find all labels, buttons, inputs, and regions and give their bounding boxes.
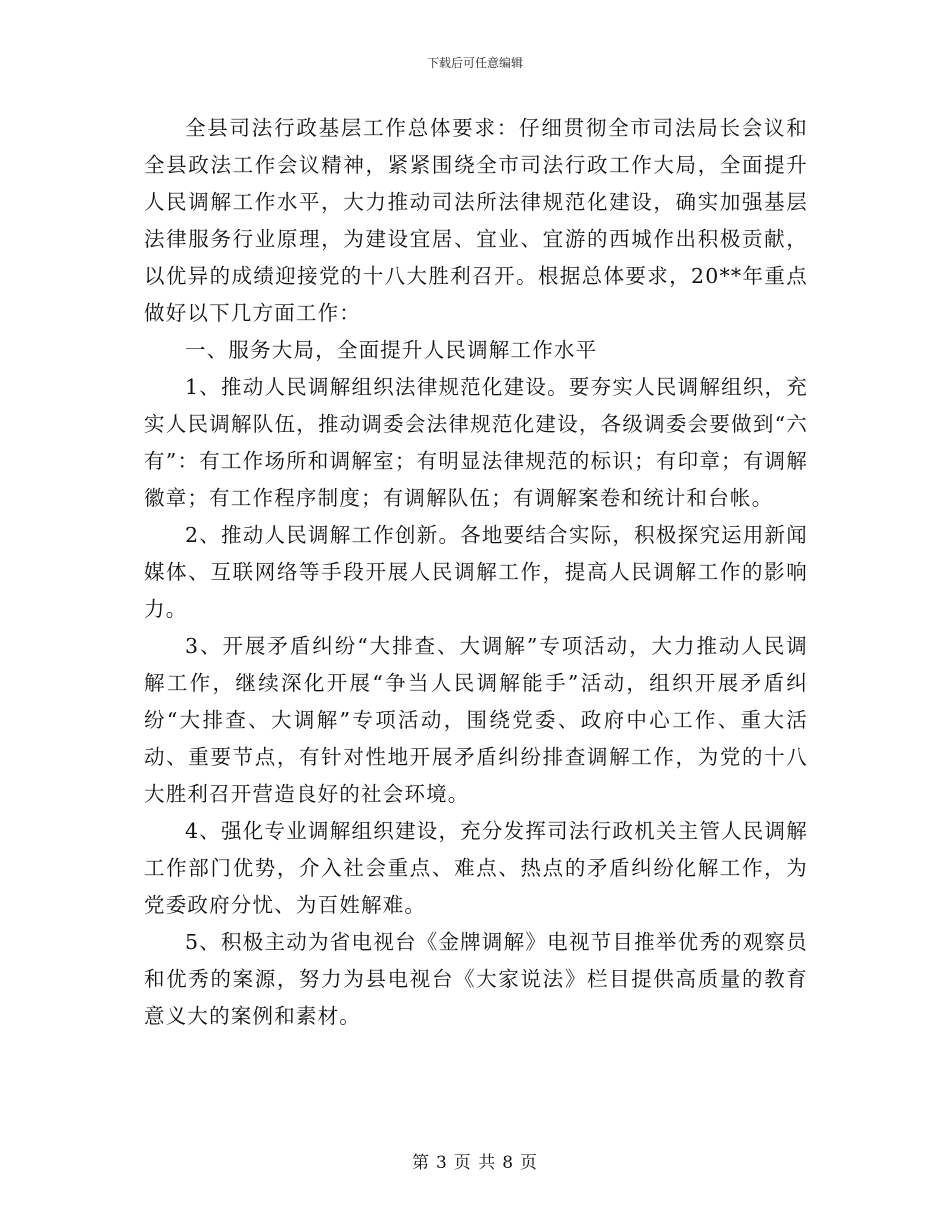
- footer-prefix: 第: [411, 1153, 430, 1173]
- paragraph-item-2: 2、推动人民调解工作创新。各地要结合实际，积极探究运用新闻媒体、互联网络等手段开展人民调解工作，提高人民调解工作的影响力。: [144, 523, 808, 621]
- footer-page-number: 3: [435, 1153, 448, 1173]
- paragraph-item-5: 5、积极主动为省电视台《金牌调解》电视节目推举优秀的观察员和优秀的案源，努力为县电视台《大家说法》栏目提供高质量的教育意义大的案例和素材。: [144, 930, 808, 1028]
- paragraph-item-3: 3、开展矛盾纠纷“大排查、大调解”专项活动，大力推动人民调解工作，继续深化开展“争当人民调解能手”活动，组织开展矛盾纠纷“大排查、大调解”专项活动，围绕党委、政府中心工作、重大活动、重要节点，有针对性地开展矛盾纠纷排查调解工作，为党的十八大胜利召开营造良好的社会环境。: [144, 634, 808, 806]
- page-footer: [0, 1148, 950, 1173]
- footer-middle: 页 共: [453, 1153, 497, 1173]
- page-header: 下载后可任意编辑: [426, 56, 523, 70]
- paragraph-item-1: 1、推动人民调解组织法律规范化建设。要夯实人民调解组织，充实人民调解队伍，推动调委会法律规范化建设，各级调委会要做到“六有”：有工作场所和调解室；有明显法律规范的标识；有印章；有调解徽章；有工作程序制度；有调解队伍；有调解案卷和统计和台帐。: [144, 375, 808, 510]
- footer-suffix: 页: [520, 1153, 539, 1173]
- section-heading-1: 一、服务大局，全面提升人民调解工作水平: [185, 338, 598, 362]
- paragraph-intro: 全县司法行政基层工作总体要求：仔细贯彻全市司法局长会议和全县政法工作会议精神，紧紧围绕全市司法行政工作大局，全面提升人民调解工作水平，大力推动司法所法律规范化建设，确实加强基层法律服务行业原理，为建设宜居、宜业、宜游的西城作出积极贡献，以优异的成绩迎接党的十八大胜利召开。根据总体要求，20**年重点做好以下几方面工作：: [144, 116, 808, 325]
- document-body: [144, 110, 808, 1035]
- footer-total-pages: 8: [502, 1153, 515, 1173]
- paragraph-item-4: 4、强化专业调解组织建设，充分发挥司法行政机关主管人民调解工作部门优势，介入社会重点、难点、热点的矛盾纠纷化解工作，为党委政府分忧、为百姓解难。: [144, 819, 808, 917]
